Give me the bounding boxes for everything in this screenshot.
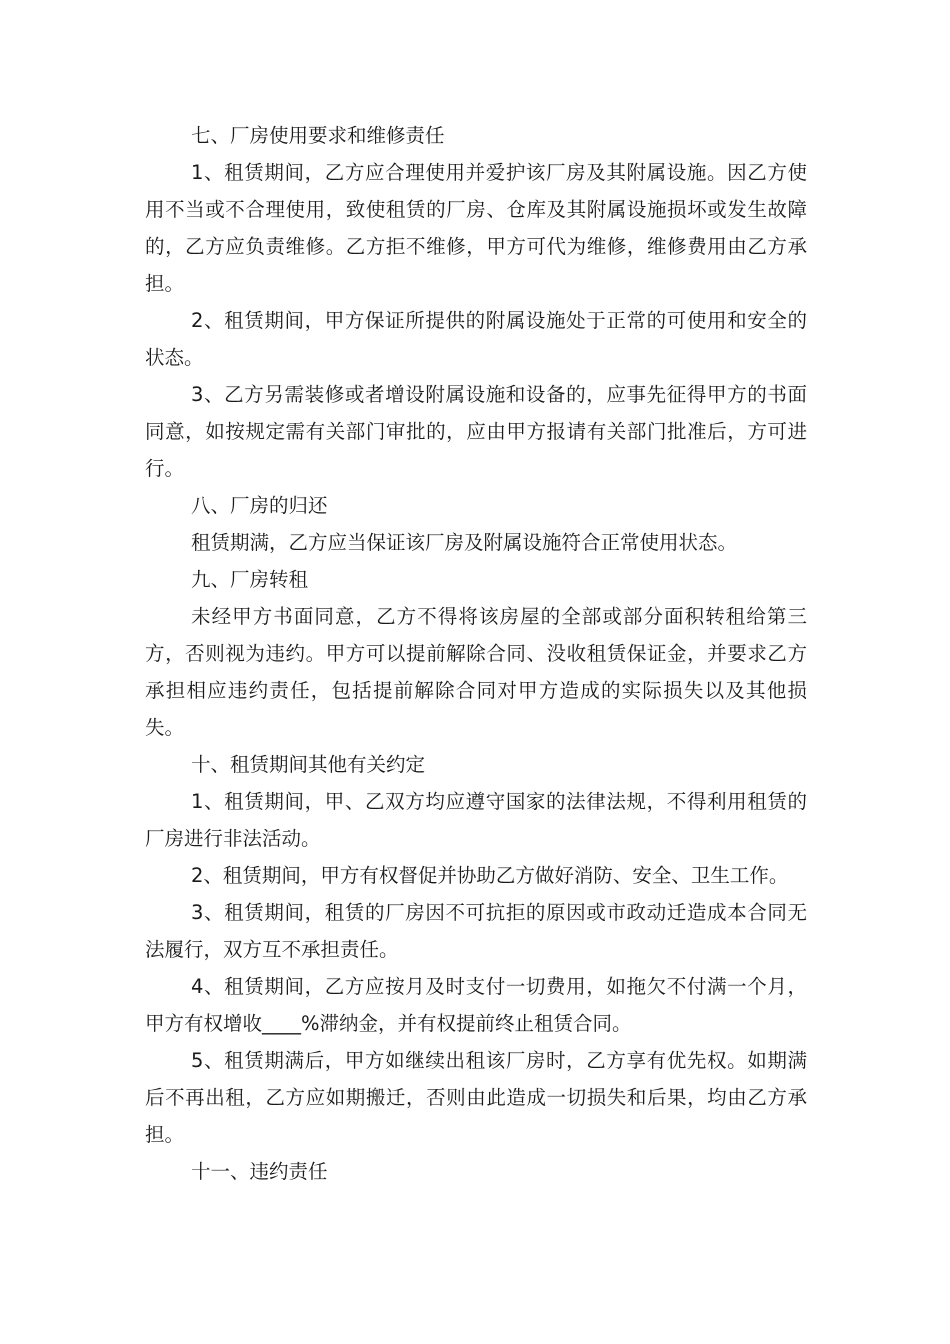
section-heading-10: 十、租赁期间其他有关约定: [191, 753, 426, 776]
clause-7-1: 1、租赁期间，乙方应合理使用并爱护该厂房及其附属设施。因乙方使用不当或不合理使用，致使租赁的厂房、仓库及其附属设施损坏或发生故障的，乙方应负责维修。乙方拒不维修，甲方可代为维修，维修费用由乙方承担。: [145, 161, 807, 295]
clause-10-1: 1、租赁期间，甲、乙双方均应遵守国家的法律法规，不得利用租赁的厂房进行非法活动。: [145, 790, 807, 850]
clause-10-3: 3、租赁期间，租赁的厂房因不可抗拒的原因或市政动迁造成本合同无法履行，双方互不承担责任。: [145, 901, 807, 961]
section-heading-8: 八、厂房的归还: [191, 494, 328, 517]
clause-9: 未经甲方书面同意，乙方不得将该房屋的全部或部分面积转租给第三方，否则视为违约。甲方可以提前解除合同、没收租赁保证金，并要求乙方承担相应违约责任，包括提前解除合同对甲方造成的实际损失以及其他损失。: [145, 605, 807, 739]
clause-10-2: 2、租赁期间，甲方有权督促并协助乙方做好消防、安全、卫生工作。: [191, 864, 789, 887]
clause-10-4: 4、租赁期间，乙方应按月及时支付一切费用，如拖欠不付满一个月，甲方有权增收____%滞纳金，并有权提前终止租赁合同。: [145, 975, 807, 1035]
clause-8: 租赁期满，乙方应当保证该厂房及附属设施符合正常使用状态。: [191, 531, 738, 554]
section-heading-7: 七、厂房使用要求和维修责任: [191, 124, 445, 147]
clause-7-3: 3、乙方另需装修或者增设附属设施和设备的，应事先征得甲方的书面同意，如按规定需有关部门审批的，应由甲方报请有关部门批准后，方可进行。: [145, 383, 807, 480]
section-heading-11: 十一、违约责任: [191, 1160, 328, 1183]
document-page: [145, 117, 807, 1190]
clause-10-5: 5、租赁期满后，甲方如继续出租该厂房时，乙方享有优先权。如期满后不再出租，乙方应如期搬迁，否则由此造成一切损失和后果，均由乙方承担。: [145, 1049, 807, 1146]
section-heading-9: 九、厂房转租: [191, 568, 309, 591]
clause-7-2: 2、租赁期间，甲方保证所提供的附属设施处于正常的可使用和安全的状态。: [145, 309, 807, 369]
